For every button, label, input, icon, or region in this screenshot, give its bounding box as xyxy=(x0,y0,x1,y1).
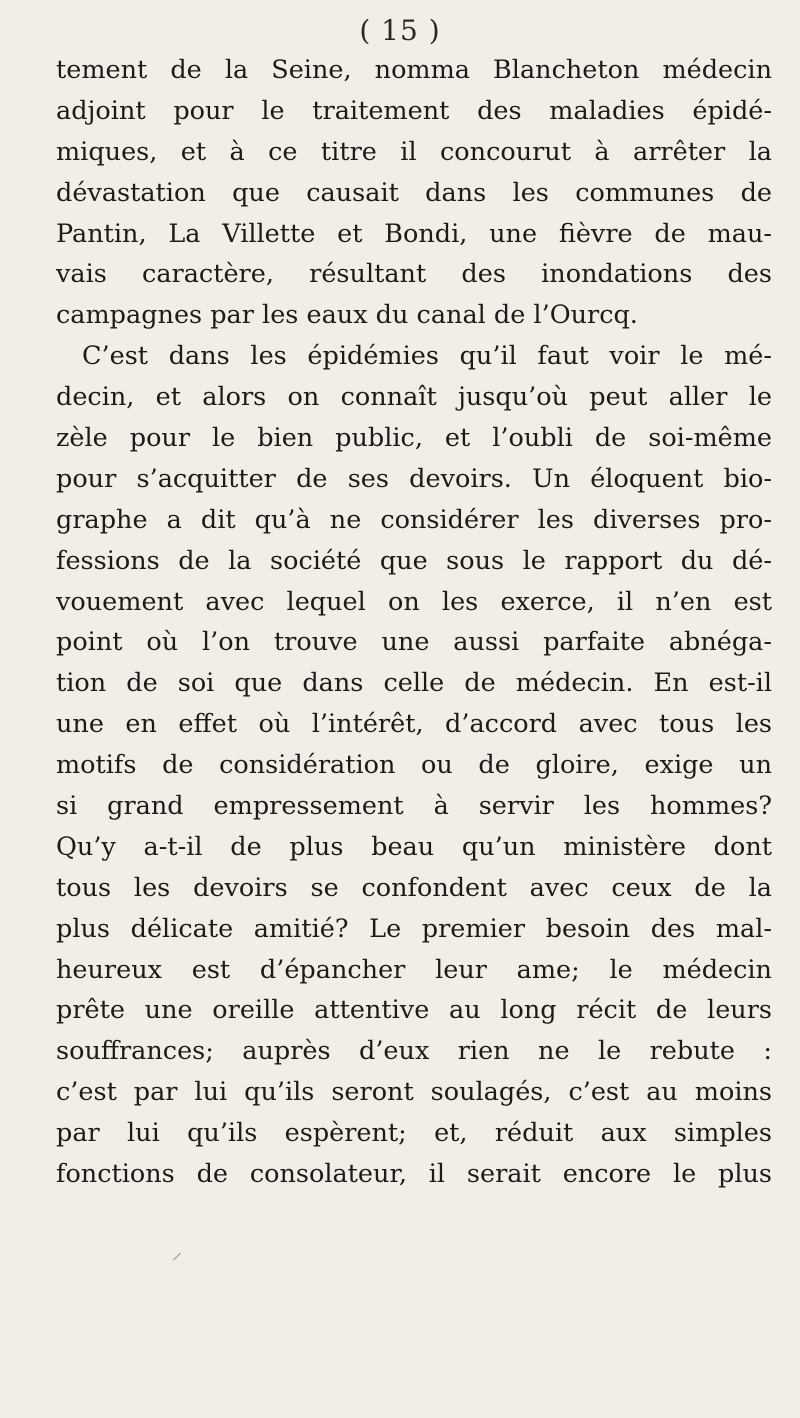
text-line: plus délicate amitié? Le premier besoin des mal- xyxy=(56,913,772,944)
text-line: miques, et à ce titre il concourut à arrêter la xyxy=(56,136,772,167)
text-line: Qu’y a-t-il de plus beau qu’un ministère dont xyxy=(56,831,772,862)
text-line: decin, et alors on connaît jusqu’où peut aller le xyxy=(56,382,772,413)
text-line: souffrances; auprès d’eux rien ne le rebute : xyxy=(56,1036,772,1067)
text-line: pour s’acquitter de ses devoirs. Un éloquent bio- xyxy=(56,463,772,494)
page-number: ( 15 ) xyxy=(359,14,441,47)
text-line: campagnes par les eaux du canal de l’Ourcq. xyxy=(56,300,638,331)
text-line: une en effet où l’intérêt, d’accord avec tous les xyxy=(56,709,772,740)
text-line: vais caractère, résultant des inondations des xyxy=(56,259,772,290)
text-line: adjoint pour le traitement des maladies épidé- xyxy=(56,95,772,126)
text-line: vouement avec lequel on les exerce, il n’en est xyxy=(56,586,772,617)
text-line: si grand empressement à servir les hommes? xyxy=(56,791,772,822)
body-text xyxy=(56,50,772,1195)
text-line: tement de la Seine, nomma Blancheton médecin xyxy=(56,55,772,85)
text-line: fonctions de consolateur, il serait encore le plus xyxy=(56,1159,772,1190)
text-line: heureux est d’épancher leur ame; le médecin xyxy=(56,954,772,985)
text-line: dévastation que causait dans les communes de xyxy=(56,177,772,208)
text-line: motifs de considération ou de gloire, exige un xyxy=(56,750,772,781)
text-line: tous les devoirs se confondent avec ceux de la xyxy=(56,872,772,903)
text-line: fessions de la société que sous le rapport du dé- xyxy=(56,545,772,576)
text-line: par lui qu’ils espèrent; et, réduit aux simples xyxy=(56,1118,772,1149)
text-line: c’est par lui qu’ils seront soulagés, c’est au moins xyxy=(56,1077,772,1108)
text-line: prête une oreille attentive au long récit de leurs xyxy=(56,995,772,1026)
text-line: C’est dans les épidémies qu’il faut voir le mé- xyxy=(82,341,772,372)
text-line: Pantin, La Villette et Bondi, une fièvre de mau- xyxy=(56,218,772,249)
text-line: tion de soi que dans celle de médecin. En est-il xyxy=(56,668,772,699)
text-line: zèle pour le bien public, et l’oubli de soi-même xyxy=(56,423,772,454)
text-line: point où l’on trouve une aussi parfaite abnéga- xyxy=(56,627,772,658)
stray-pencil-mark xyxy=(173,1253,181,1261)
text-line: graphe a dit qu’à ne considérer les diverses pro- xyxy=(56,504,772,535)
